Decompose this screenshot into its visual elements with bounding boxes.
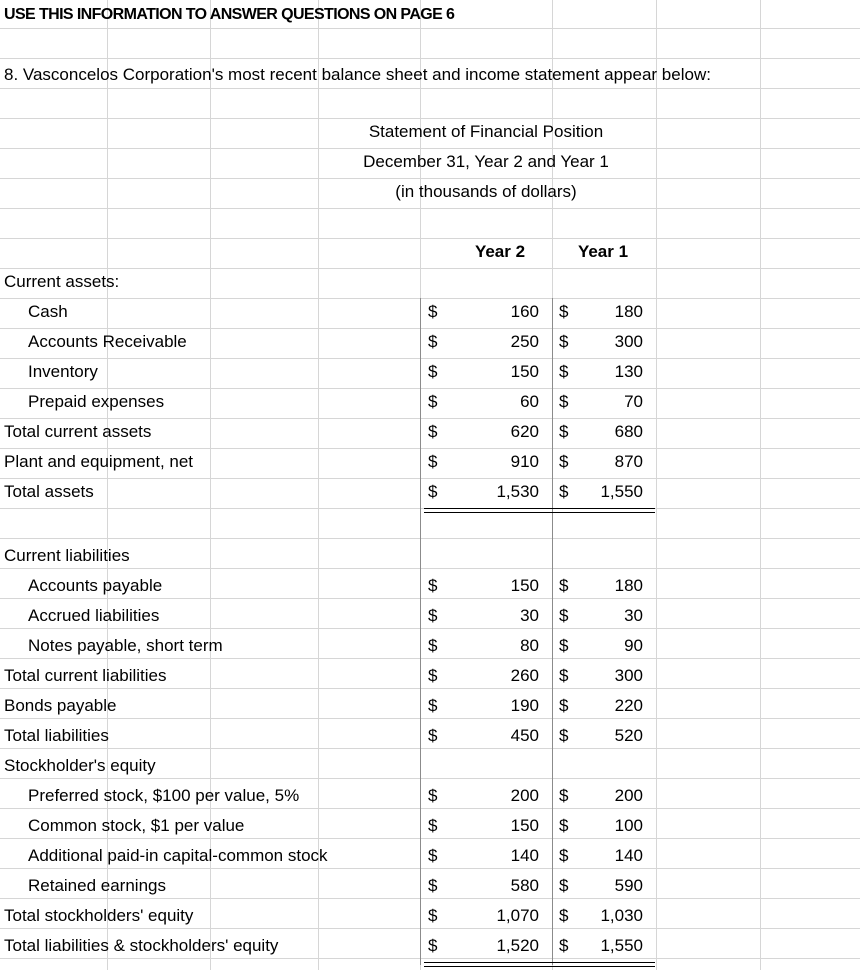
value-year1: 590 bbox=[614, 876, 643, 895]
row-label: Notes payable, short term bbox=[28, 636, 223, 655]
value-year2: 80 bbox=[520, 636, 539, 655]
value-year1: 300 bbox=[614, 332, 643, 351]
currency-year1: $ bbox=[559, 726, 569, 745]
grand-total-double-rule bbox=[424, 962, 655, 967]
row-label: Total liabilities bbox=[4, 726, 109, 745]
row-label: Accrued liabilities bbox=[28, 606, 160, 625]
currency-year1: $ bbox=[559, 936, 569, 955]
row-label: Total stockholders' equity bbox=[4, 906, 194, 925]
currency-year1: $ bbox=[559, 906, 569, 925]
currency-year1: $ bbox=[559, 576, 569, 595]
value-year1: 1,030 bbox=[600, 906, 643, 925]
currency-year2: $ bbox=[428, 666, 438, 685]
currency-year2: $ bbox=[428, 482, 438, 501]
row-label: Current assets: bbox=[4, 272, 120, 291]
currency-year1: $ bbox=[559, 816, 569, 835]
value-year2: 150 bbox=[510, 816, 539, 835]
row-label: Accounts Receivable bbox=[28, 332, 187, 351]
currency-year1: $ bbox=[559, 332, 569, 351]
value-year1: 180 bbox=[614, 302, 643, 321]
currency-year2: $ bbox=[428, 816, 438, 835]
currency-year2: $ bbox=[428, 302, 438, 321]
currency-year1: $ bbox=[559, 482, 569, 501]
question-text: 8. Vasconcelos Corporation's most recent balance sheet and income statement appear below: bbox=[4, 65, 711, 84]
currency-year1: $ bbox=[559, 636, 569, 655]
value-year2: 190 bbox=[510, 696, 539, 715]
row-label: Additional paid-in capital-common stock bbox=[28, 846, 328, 865]
currency-year2: $ bbox=[428, 362, 438, 381]
currency-year2: $ bbox=[428, 636, 438, 655]
currency-year1: $ bbox=[559, 362, 569, 381]
currency-year2: $ bbox=[428, 576, 438, 595]
currency-year2: $ bbox=[428, 392, 438, 411]
value-year1: 200 bbox=[614, 786, 643, 805]
value-year2: 200 bbox=[510, 786, 539, 805]
value-year2: 620 bbox=[510, 422, 539, 441]
value-year2: 250 bbox=[510, 332, 539, 351]
row-label: Total assets bbox=[4, 482, 94, 501]
currency-year2: $ bbox=[428, 422, 438, 441]
row-label: Stockholder's equity bbox=[4, 756, 156, 775]
value-year1: 180 bbox=[614, 576, 643, 595]
value-year1: 1,550 bbox=[600, 936, 643, 955]
value-year2: 580 bbox=[510, 876, 539, 895]
value-year1: 130 bbox=[614, 362, 643, 381]
value-year2: 1,070 bbox=[496, 906, 539, 925]
currency-year2: $ bbox=[428, 332, 438, 351]
row-label: Current liabilities bbox=[4, 546, 130, 565]
row-label: Inventory bbox=[28, 362, 98, 381]
row-label: Common stock, $1 per value bbox=[28, 816, 245, 835]
value-year2: 260 bbox=[510, 666, 539, 685]
currency-year2: $ bbox=[428, 452, 438, 471]
currency-year1: $ bbox=[559, 846, 569, 865]
column-header-year1: Year 1 bbox=[577, 242, 629, 261]
currency-year1: $ bbox=[559, 876, 569, 895]
value-year2: 150 bbox=[510, 362, 539, 381]
currency-year1: $ bbox=[559, 606, 569, 625]
currency-year1: $ bbox=[559, 786, 569, 805]
column-header-year2: Year 2 bbox=[474, 242, 526, 261]
currency-year1: $ bbox=[559, 422, 569, 441]
currency-year1: $ bbox=[559, 696, 569, 715]
currency-year1: $ bbox=[559, 392, 569, 411]
value-year1: 1,550 bbox=[600, 482, 643, 501]
value-year1: 220 bbox=[614, 696, 643, 715]
row-label: Cash bbox=[28, 302, 68, 321]
row-label: Total current liabilities bbox=[4, 666, 167, 685]
value-year2: 160 bbox=[510, 302, 539, 321]
currency-year2: $ bbox=[428, 696, 438, 715]
currency-year2: $ bbox=[428, 936, 438, 955]
row-label: Accounts payable bbox=[28, 576, 163, 595]
value-year2: 60 bbox=[520, 392, 539, 411]
row-label: Plant and equipment, net bbox=[4, 452, 194, 471]
value-year2: 30 bbox=[520, 606, 539, 625]
currency-year2: $ bbox=[428, 726, 438, 745]
row-label: Retained earnings bbox=[28, 876, 166, 895]
value-year2: 1,520 bbox=[496, 936, 539, 955]
statement-title: Statement of Financial Position bbox=[368, 122, 604, 141]
value-year2: 140 bbox=[510, 846, 539, 865]
value-year1: 70 bbox=[624, 392, 643, 411]
currency-year1: $ bbox=[559, 302, 569, 321]
value-year1: 680 bbox=[614, 422, 643, 441]
currency-year1: $ bbox=[559, 666, 569, 685]
currency-year2: $ bbox=[428, 876, 438, 895]
value-year2: 1,530 bbox=[496, 482, 539, 501]
row-label: Bonds payable bbox=[4, 696, 117, 715]
value-year1: 140 bbox=[614, 846, 643, 865]
row-label: Total liabilities & stockholders' equity bbox=[4, 936, 279, 955]
currency-year2: $ bbox=[428, 786, 438, 805]
value-year2: 450 bbox=[510, 726, 539, 745]
statement-dates: December 31, Year 2 and Year 1 bbox=[363, 152, 609, 171]
value-year2: 910 bbox=[510, 452, 539, 471]
value-year1: 870 bbox=[614, 452, 643, 471]
currency-year1: $ bbox=[559, 452, 569, 471]
value-year1: 100 bbox=[614, 816, 643, 835]
value-year1: 520 bbox=[614, 726, 643, 745]
value-year1: 90 bbox=[624, 636, 643, 655]
value-year1: 30 bbox=[624, 606, 643, 625]
currency-year2: $ bbox=[428, 846, 438, 865]
row-label: Prepaid expenses bbox=[28, 392, 165, 411]
row-label: Preferred stock, $100 per value, 5% bbox=[28, 786, 300, 805]
row-label: Total current assets bbox=[4, 422, 152, 441]
currency-year2: $ bbox=[428, 906, 438, 925]
instruction-text: USE THIS INFORMATION TO ANSWER QUESTIONS ON PAGE 6 bbox=[4, 6, 455, 23]
statement-units: (in thousands of dollars) bbox=[395, 182, 577, 201]
value-year2: 150 bbox=[510, 576, 539, 595]
value-year1: 300 bbox=[614, 666, 643, 685]
total-assets-double-rule bbox=[424, 508, 655, 513]
currency-year2: $ bbox=[428, 606, 438, 625]
